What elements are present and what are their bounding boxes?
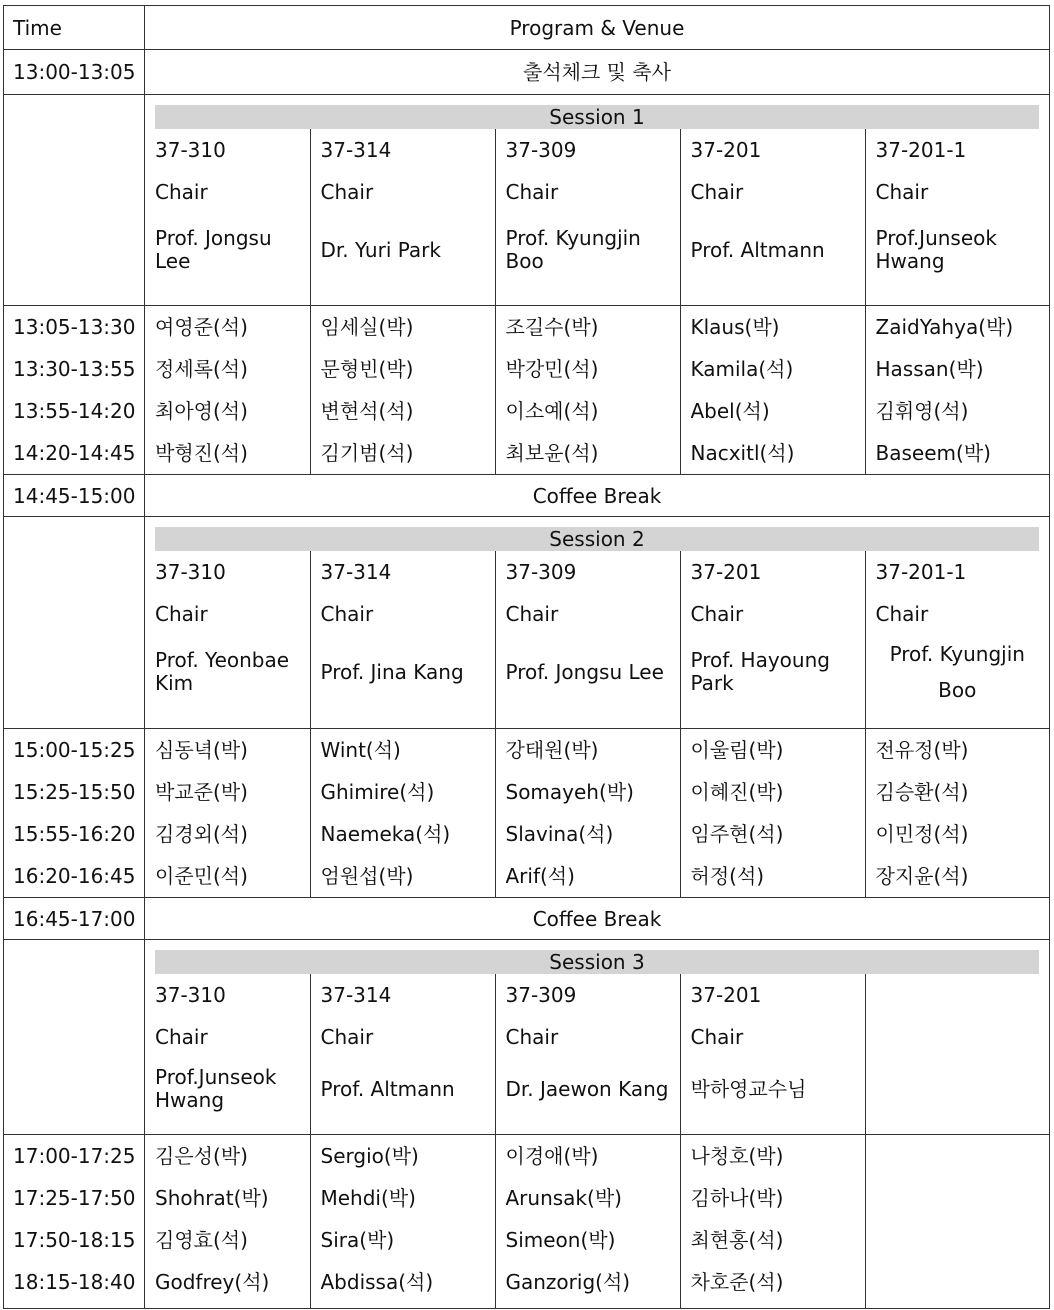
presenter: Ganzorig(석) <box>505 1270 631 1294</box>
presenter: 이민정(석) <box>875 822 969 846</box>
room-name: 37-201-1 <box>875 560 967 584</box>
session2-room-col <box>865 551 1049 728</box>
presenter-col <box>495 729 680 897</box>
slot-time: 15:00-15:25 <box>13 738 136 762</box>
presenter: 박교준(박) <box>155 780 248 804</box>
session1-room-col <box>680 129 865 305</box>
chair-label: Chair <box>155 1025 208 1049</box>
presenter: Hassan(박) <box>875 357 984 381</box>
room-name: 37-309 <box>505 138 577 162</box>
slot-time: 13:30-13:55 <box>13 357 136 381</box>
presenter-col <box>865 306 1049 474</box>
chair-label: Chair <box>320 180 374 204</box>
room-name: 37-309 <box>505 560 577 584</box>
room-name: 37-310 <box>155 138 226 162</box>
room-name: 37-314 <box>320 983 392 1007</box>
session3-empty-col <box>865 974 1049 1134</box>
session2-header <box>145 517 1050 729</box>
presenter: Arunsak(박) <box>505 1186 622 1210</box>
session3-room-col <box>310 974 495 1134</box>
session3-room-col <box>495 974 680 1134</box>
chair-name: Prof. Yeonbae Kim <box>155 648 290 695</box>
room-name: 37-314 <box>320 138 392 162</box>
chair-label: Chair <box>690 1025 744 1049</box>
presenter: 전유정(박) <box>875 738 969 762</box>
presenter: 이소예(석) <box>505 399 599 423</box>
session1-room-col <box>145 129 310 305</box>
session3-presenters <box>145 1135 1050 1309</box>
session1-room-col <box>495 129 680 305</box>
presenter-col <box>310 306 495 474</box>
break2-time: 16:45-17:00 <box>4 898 145 940</box>
chair-name: Prof. Jina Kang <box>320 659 464 684</box>
session3-rooms <box>145 974 1049 1134</box>
presenter: 이경애(박) <box>505 1144 599 1168</box>
chair-label: Chair <box>505 1025 559 1049</box>
presenter-col <box>680 729 865 897</box>
session2-presenters <box>145 729 1050 898</box>
opening-label: 출석체크 및 축사 <box>145 50 1050 95</box>
presenter: 차호준(석) <box>690 1270 784 1294</box>
session3-time-blank <box>4 940 145 1135</box>
chair-label: Chair <box>690 180 744 204</box>
presenter: 김휘영(석) <box>875 399 969 423</box>
session2-room-col <box>680 551 865 728</box>
presenter: Shohrat(박) <box>155 1186 269 1210</box>
presenter-col <box>865 729 1049 897</box>
header-time: Time <box>4 6 145 50</box>
presenter: 나청호(박) <box>690 1144 784 1168</box>
session2-room-col <box>495 551 680 728</box>
presenter: 허정(석) <box>690 864 765 888</box>
presenter-col <box>145 306 310 474</box>
room-name: 37-310 <box>155 560 226 584</box>
presenter: Sergio(박) <box>320 1144 419 1168</box>
presenter: 김경외(석) <box>155 822 248 846</box>
break1-label: Coffee Break <box>145 475 1050 517</box>
session3-times <box>4 1135 145 1309</box>
chair-label: Chair <box>505 602 559 626</box>
chair-label: Chair <box>320 602 374 626</box>
presenter: 임세실(박) <box>320 315 414 339</box>
presenter-col <box>680 1135 865 1308</box>
presenter: Slavina(석) <box>505 822 614 846</box>
slot-time: 15:25-15:50 <box>13 780 136 804</box>
room-name: 37-201-1 <box>875 138 967 162</box>
presenter: 김영효(석) <box>155 1228 248 1252</box>
session1-room-col <box>865 129 1049 305</box>
slot-time: 17:00-17:25 <box>13 1144 136 1168</box>
presenter-col <box>495 306 680 474</box>
room-name: 37-201 <box>690 983 762 1007</box>
presenter-col <box>145 1135 310 1308</box>
room-name: 37-314 <box>320 560 392 584</box>
slot-time: 14:20-14:45 <box>13 441 136 465</box>
slot-time: 15:55-16:20 <box>13 822 136 846</box>
presenter-col <box>310 1135 495 1308</box>
room-name: 37-201 <box>690 138 762 162</box>
room-name: 37-201 <box>690 560 762 584</box>
session2-time-blank <box>4 517 145 729</box>
presenter: 변현석(석) <box>320 399 414 423</box>
chair-label: Chair <box>505 180 559 204</box>
presenter: Somayeh(박) <box>505 780 634 804</box>
schedule-table <box>3 5 1050 1309</box>
break2-label: Coffee Break <box>145 898 1050 940</box>
presenter: 최보윤(석) <box>505 441 599 465</box>
presenter: Nacxitl(석) <box>690 441 795 465</box>
presenter: 김은성(박) <box>155 1144 248 1168</box>
presenter: Abdissa(석) <box>320 1270 434 1294</box>
session1-presenters <box>145 306 1050 475</box>
chair-name: Prof.Junseok Hwang <box>875 226 997 273</box>
presenter: Sira(박) <box>320 1228 395 1252</box>
chair-name: Prof. Kyungjin Boo <box>889 642 1025 702</box>
presenter: 문형빈(박) <box>320 357 414 381</box>
presenter: 정세록(석) <box>155 357 248 381</box>
presenter: 박형진(석) <box>155 441 248 465</box>
presenter: 임주현(석) <box>690 822 784 846</box>
presenter: Simeon(박) <box>505 1228 616 1252</box>
session3-room-col <box>145 974 310 1134</box>
chair-name: Dr. Yuri Park <box>320 237 441 262</box>
chair-label: Chair <box>155 602 208 626</box>
room-name: 37-310 <box>155 983 226 1007</box>
session2-room-col <box>310 551 495 728</box>
session3-presenter-grid <box>145 1135 1049 1308</box>
chair-label: Chair <box>690 602 744 626</box>
chair-name: Prof. Altmann <box>690 237 825 262</box>
slot-time: 16:20-16:45 <box>13 864 136 888</box>
presenter: Naemeka(석) <box>320 822 451 846</box>
session3-room-col <box>680 974 865 1134</box>
presenter: Baseem(박) <box>875 441 991 465</box>
session1-title: Session 1 <box>155 105 1039 129</box>
session2-room-col <box>145 551 310 728</box>
session2-presenter-grid <box>145 729 1049 897</box>
presenter: 이울림(박) <box>690 738 784 762</box>
presenter: Klaus(박) <box>690 315 780 339</box>
presenter: 장지윤(석) <box>875 864 969 888</box>
chair-name: Prof.Junseok Hwang <box>155 1065 277 1112</box>
presenter: 조길수(박) <box>505 315 599 339</box>
presenter: Ghimire(석) <box>320 780 435 804</box>
presenter-col <box>495 1135 680 1308</box>
chair-name: Dr. Jaewon Kang <box>505 1076 669 1101</box>
opening-time: 13:00-13:05 <box>4 50 145 95</box>
session3-empty-col <box>865 1135 1049 1308</box>
presenter: 최현홍(석) <box>690 1228 784 1252</box>
chair-name: Prof. Hayoung Park <box>690 648 830 695</box>
chair-label: Chair <box>155 180 208 204</box>
presenter: Godfrey(석) <box>155 1270 270 1294</box>
chair-name: 박하영교수님 <box>690 1076 807 1101</box>
presenter: ZaidYahya(박) <box>875 315 1014 339</box>
presenter: Mehdi(박) <box>320 1186 416 1210</box>
presenter: 박강민(석) <box>505 357 599 381</box>
chair-label: Chair <box>875 180 929 204</box>
presenter: 김하나(박) <box>690 1186 784 1210</box>
presenter-col <box>310 729 495 897</box>
chair-name: Prof. Altmann <box>320 1076 455 1101</box>
slot-time: 17:25-17:50 <box>13 1186 136 1210</box>
session1-room-col <box>310 129 495 305</box>
session3-header <box>145 940 1050 1135</box>
presenter: 이준민(석) <box>155 864 248 888</box>
session1-header <box>145 95 1050 306</box>
session2-title: Session 2 <box>155 527 1039 551</box>
session1-time-blank <box>4 95 145 306</box>
session1-times <box>4 306 145 475</box>
presenter: 여영준(석) <box>155 315 248 339</box>
presenter: 김승환(석) <box>875 780 969 804</box>
session1-presenter-grid <box>145 306 1049 474</box>
chair-label: Chair <box>320 1025 374 1049</box>
presenter: 심동녁(박) <box>155 738 248 762</box>
slot-time: 17:50-18:15 <box>13 1228 136 1252</box>
presenter: 최아영(석) <box>155 399 248 423</box>
session2-times <box>4 729 145 898</box>
presenter: Arif(석) <box>505 864 575 888</box>
break1-time: 14:45-15:00 <box>4 475 145 517</box>
presenter-col <box>680 306 865 474</box>
slot-time: 18:15-18:40 <box>13 1270 136 1294</box>
chair-name: Prof. Jongsu Lee <box>155 226 272 273</box>
presenter: Wint(석) <box>320 738 401 762</box>
session2-rooms <box>145 551 1049 728</box>
room-name: 37-309 <box>505 983 577 1007</box>
presenter: 엄원섭(박) <box>320 864 414 888</box>
slot-time: 13:55-14:20 <box>13 399 136 423</box>
presenter: 이혜진(박) <box>690 780 784 804</box>
header-program: Program & Venue <box>145 6 1050 50</box>
slot-time: 13:05-13:30 <box>13 315 136 339</box>
presenter: Kamila(석) <box>690 357 794 381</box>
presenter: 강태원(박) <box>505 738 599 762</box>
chair-name: Prof. Jongsu Lee <box>505 659 664 684</box>
session3-title: Session 3 <box>155 950 1039 974</box>
presenter: Abel(석) <box>690 399 770 423</box>
presenter-col <box>145 729 310 897</box>
chair-name: Prof. Kyungjin Boo <box>505 226 641 273</box>
chair-label: Chair <box>875 602 929 626</box>
session1-rooms <box>145 129 1049 305</box>
presenter: 김기범(석) <box>320 441 414 465</box>
